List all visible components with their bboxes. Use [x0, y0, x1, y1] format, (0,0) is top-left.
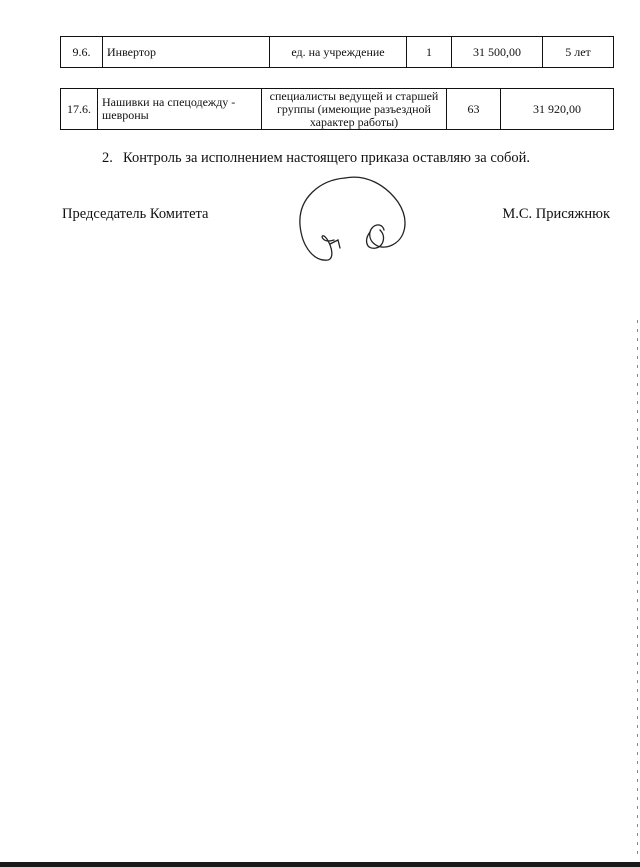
items-table-bottom	[60, 88, 614, 130]
item-quantity: 1	[407, 37, 452, 68]
clause-text: Контроль за исполнением настоящего приказа оставляю за собой.	[123, 150, 531, 166]
items-table-top	[60, 36, 614, 68]
item-name: Инвертор	[103, 37, 270, 68]
table-row	[61, 37, 614, 68]
item-quantity: 63	[447, 89, 501, 130]
handwritten-signature	[290, 170, 415, 270]
item-price: 31 920,00	[501, 89, 614, 130]
clause-number: 2.	[102, 150, 113, 166]
signatory-name: М.С. Присяжнюк	[502, 206, 610, 222]
item-category: специалисты ведущей и старшей группы (имеющие разъездной характер работы)	[262, 89, 447, 130]
scan-edge-bottom	[0, 862, 640, 867]
table-row	[61, 89, 614, 130]
item-term: 5 лет	[543, 37, 614, 68]
row-number: 17.6.	[61, 89, 98, 130]
scan-edge-right	[637, 320, 638, 860]
clause-2	[102, 150, 530, 167]
signatory-position: Председатель Комитета	[62, 206, 209, 222]
item-unit: ед. на учреждение	[270, 37, 407, 68]
row-number: 9.6.	[61, 37, 103, 68]
item-price: 31 500,00	[452, 37, 543, 68]
item-name: Нашивки на спецодежду - шевроны	[98, 89, 262, 130]
